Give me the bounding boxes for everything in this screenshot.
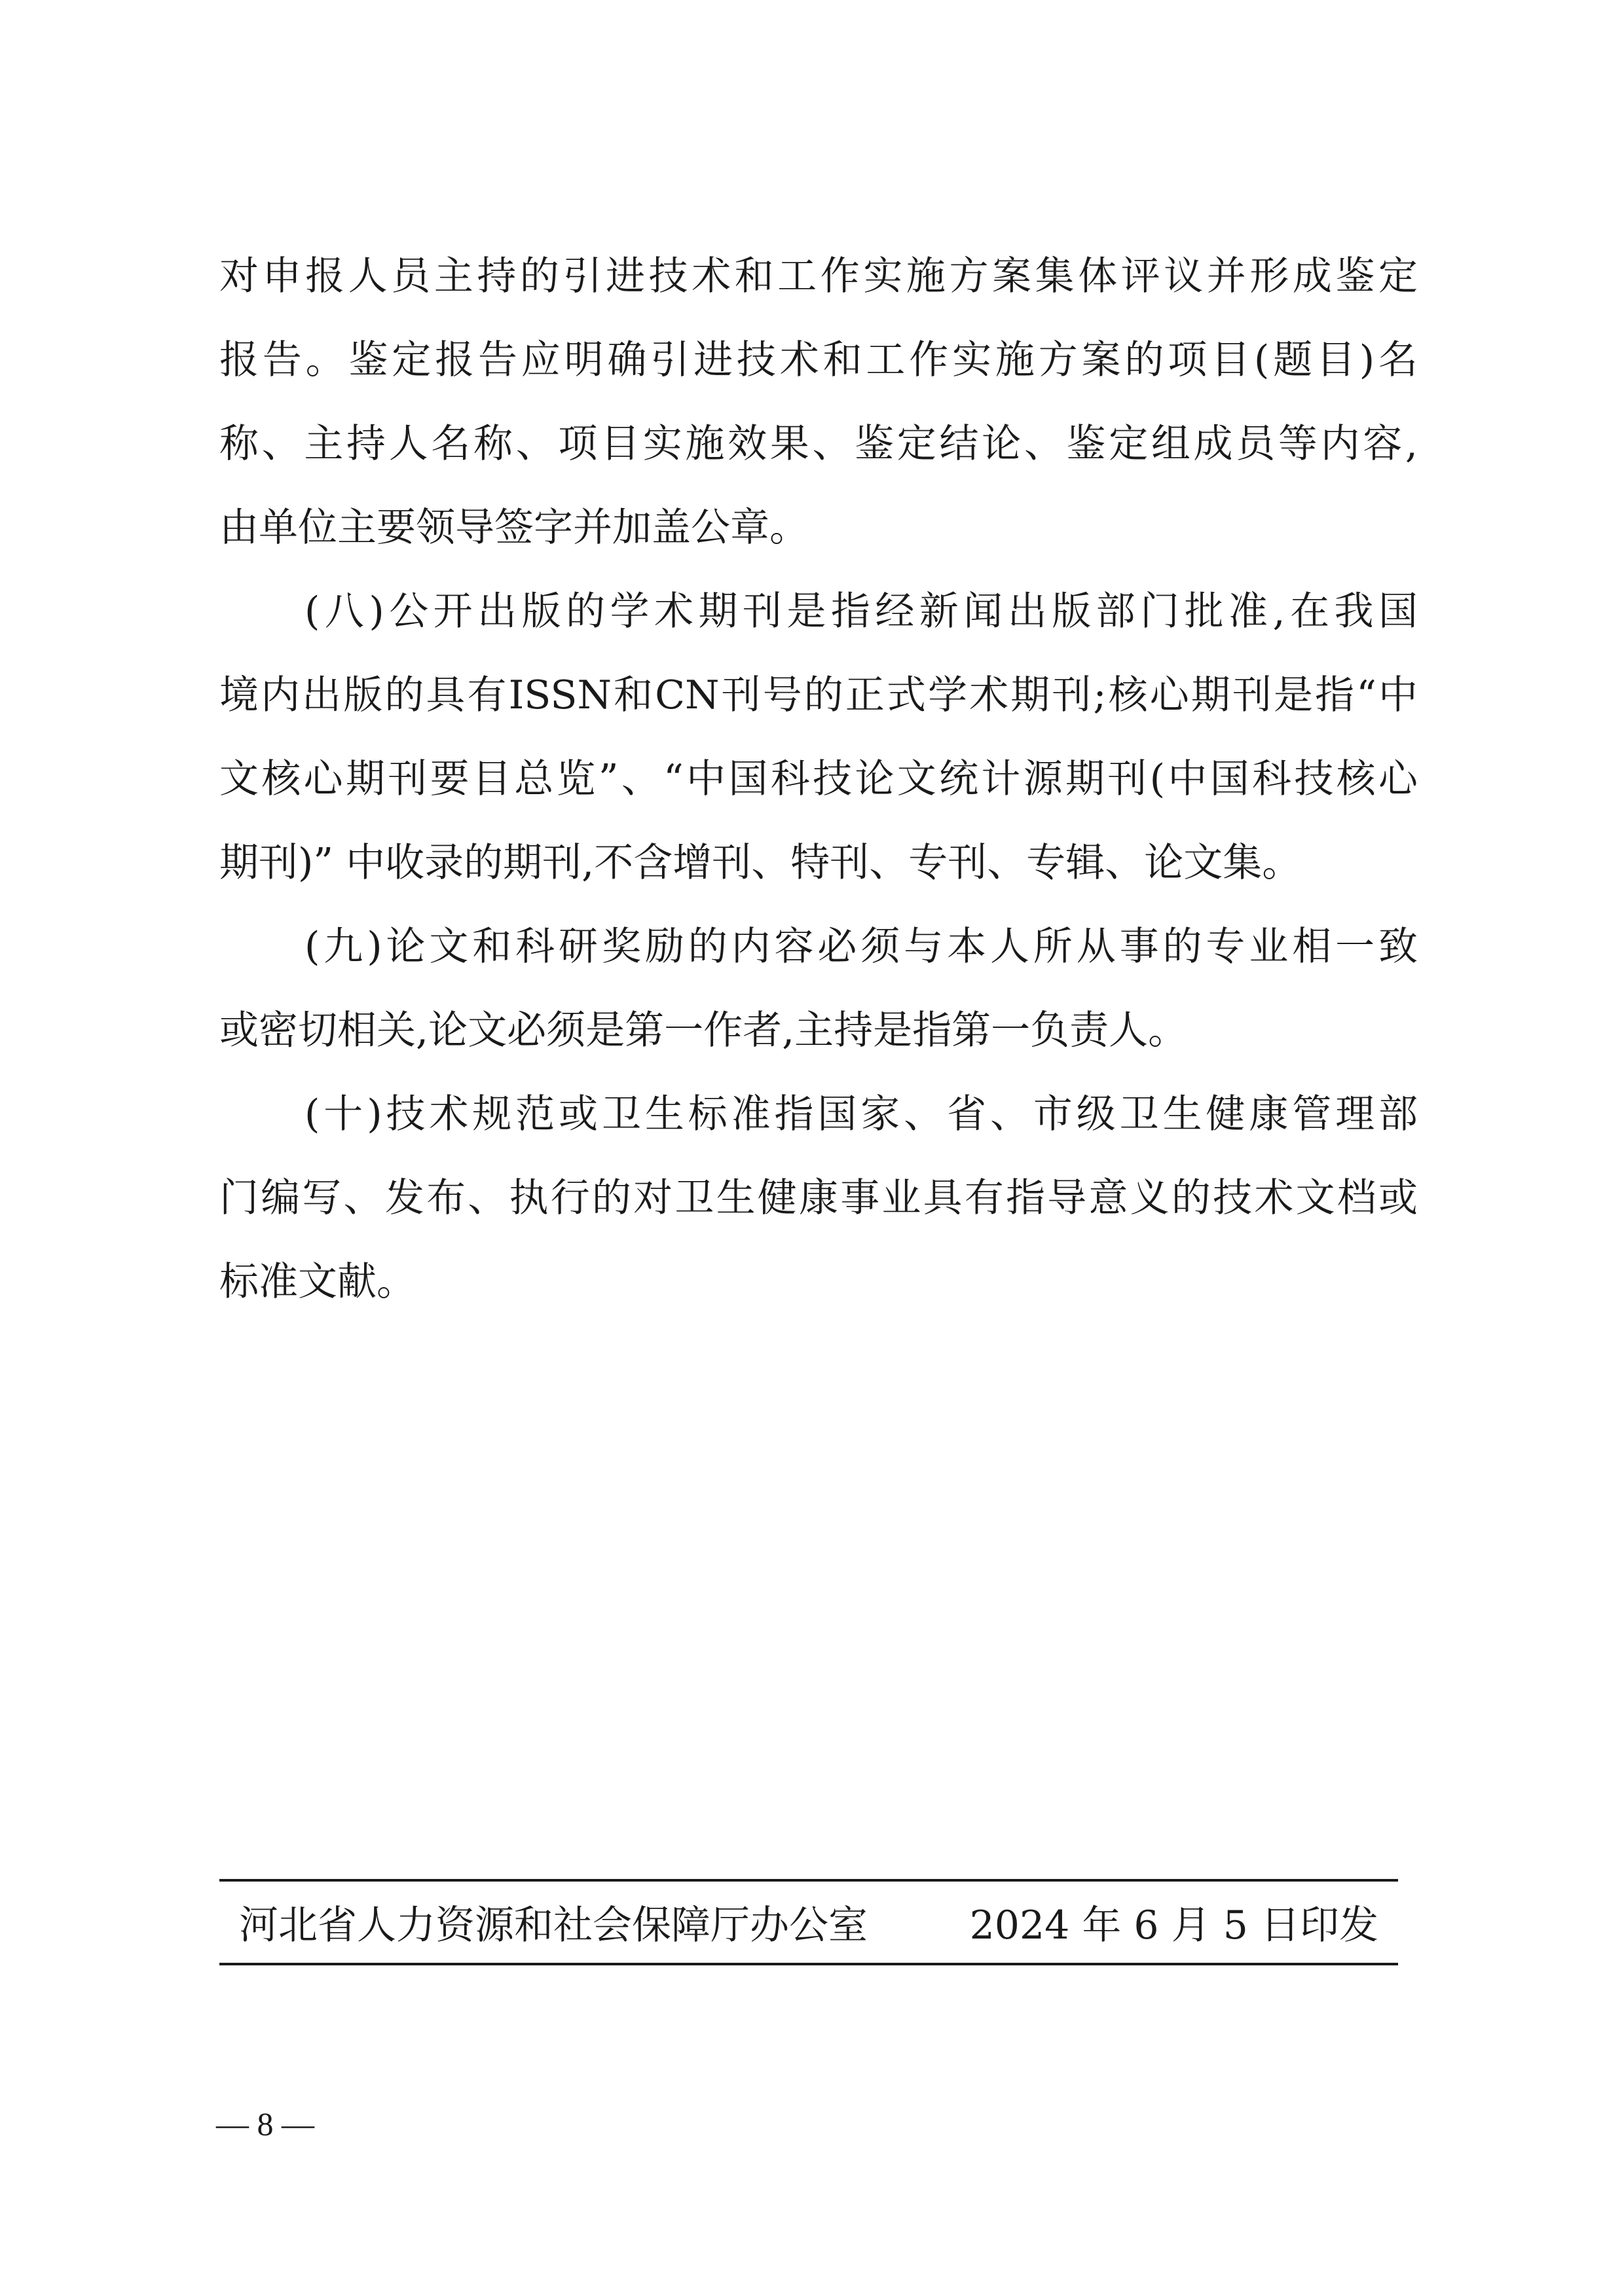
- footer-date: 2024 年 6 月 5 日印发: [969, 1903, 1378, 1948]
- footer-issuer: 河北省人力资源和社会保障厅办公室: [239, 1903, 868, 1948]
- body-line: 或密切相关,论文必须是第一作者,主持是指第一负责人。: [219, 1008, 1188, 1053]
- footer-row: [219, 1882, 1398, 1963]
- body-line: 称、主持人名称、项目实施效果、鉴定结论、鉴定组成员等内容,: [219, 421, 1418, 467]
- issuance-footer: [219, 1879, 1398, 1965]
- body-line: 报告。鉴定报告应明确引进技术和工作实施方案的项目(题目)名: [219, 337, 1418, 383]
- body-line: 境内出版的具有ISSN和CN刊号的正式学术期刊;核心期刊是指“中: [219, 672, 1418, 718]
- page-number: — 8 —: [216, 2105, 314, 2142]
- body-line: 文核心期刊要目总览”、“中国科技论文统计源期刊(中国科技核心: [219, 756, 1418, 802]
- body-line: 对申报人员主持的引进技术和工作实施方案集体评议并形成鉴定: [219, 253, 1418, 299]
- body-line: 由单位主要领导签字并加盖公章。: [219, 505, 809, 551]
- body-line: (十)技术规范或卫生标准指国家、省、市级卫生健康管理部: [304, 1091, 1418, 1137]
- footer-bottom-rule: [219, 1963, 1398, 1965]
- body-text: [219, 250, 1418, 1339]
- body-line: (八)公开出版的学术期刊是指经新闻出版部门批准,在我国: [304, 589, 1418, 634]
- body-line: (九)论文和科研奖励的内容必须与本人所从事的专业相一致: [304, 924, 1418, 970]
- body-line: 门编写、发布、执行的对卫生健康事业具有指导意义的技术文档或: [219, 1175, 1418, 1221]
- body-line: 标准文献。: [219, 1259, 416, 1305]
- body-line: 期刊)” 中收录的期刊,不含增刊、特刊、专刊、专辑、论文集。: [219, 840, 1302, 886]
